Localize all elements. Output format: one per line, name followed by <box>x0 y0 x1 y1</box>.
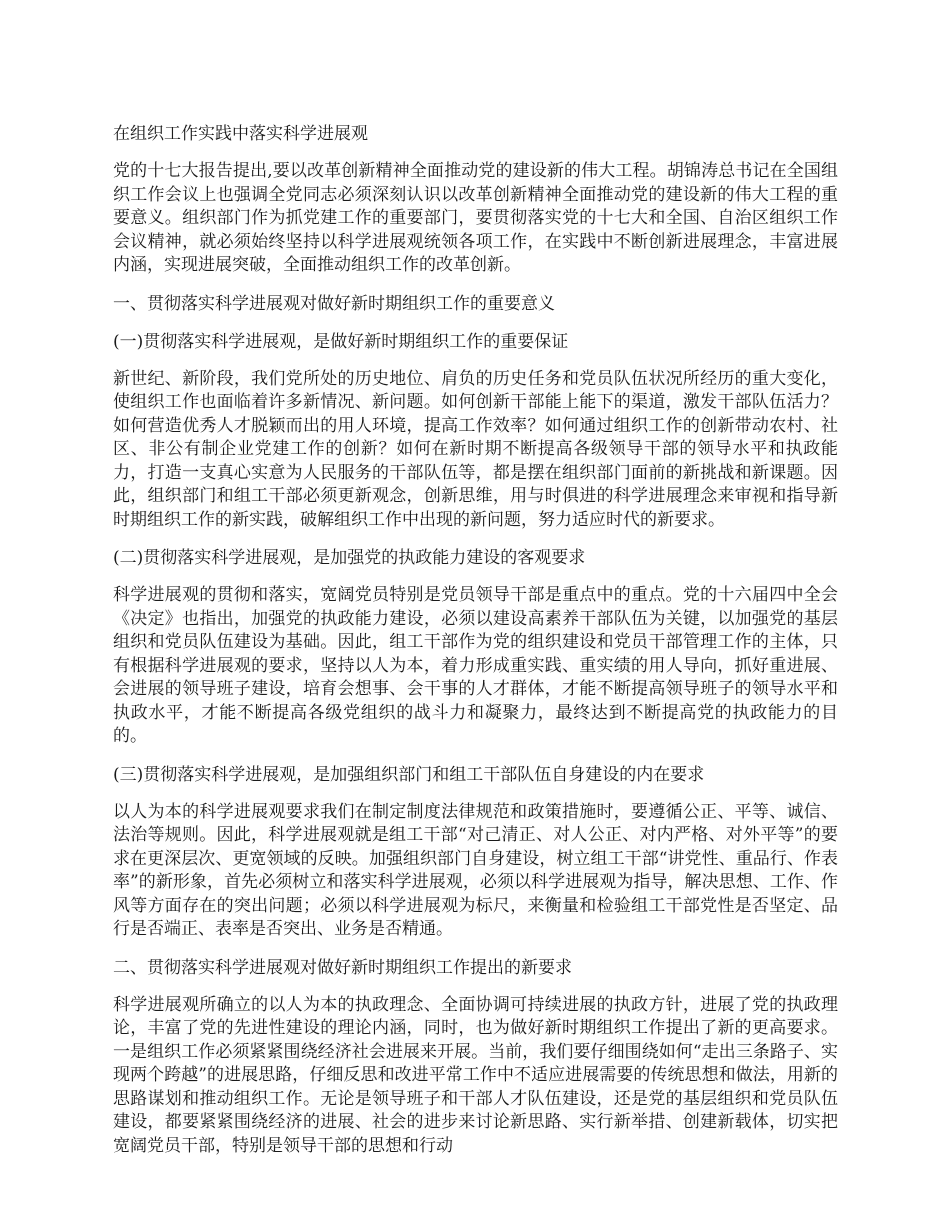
subsection-3-paragraph: 以人为本的科学进展观要求我们在制定制度法律规范和政策措施时，要遵循公正、平等、诚信、法治等规则。因此，科学进展观就是组工干部“对己清正、对人公正、对内严格、对外平等”的要求在更深层次、更宽领域的反映。加强组织部门自身建设，树立组工干部“讲党性、重品行、作表率”的新形象，首先必须树立和落实科学进展观，必须以科学进展观为指导，解决思想、工作、作风等方面存在的突出问题；必须以科学进展观为标尺，来衡量和检验组工干部党性是否坚定、品行是否端正、表率是否突出、业务是否精通。 <box>113 801 838 939</box>
intro-paragraph: 党的十七大报告提出,要以改革创新精神全面推动党的建设新的伟大工程。胡锦涛总书记在全国组织工作会议上也强调全党同志必须深刻认识以改革创新精神全面推动党的建设新的伟大工程的重要意义。组织部门作为抓党建工作的重要部门，要贯彻落实党的十七大和全国、自治区组织工作会议精神，就必须始终坚持以科学进展观统领各项工作，在实践中不断创新进展理念，丰富进展内涵，实现进展突破，全面推动组织工作的改革创新。 <box>113 161 838 275</box>
document-title: 在组织工作实践中落实科学进展观 <box>113 124 368 144</box>
subsection-2-heading: (二)贯彻落实科学进展观，是加强党的执政能力建设的客观要求 <box>113 548 586 568</box>
subsection-2-paragraph: 科学进展观的贯彻和落实，宽阔党员特别是党员领导干部是重点中的重点。党的十六届四中全会《决定》也指出，加强党的执政能力建设，必须以建设高素养干部队伍为关键，以加强党的基层组织和党员队伍建设为基础。因此，组工干部作为党的组织建设和党员干部管理工作的主体，只有根据科学进展观的要求，坚持以人为本，着力形成重实践、重实绩的用人导向，抓好重进展、会进展的领导班子建设，培育会想事、会干事的人才群体，才能不断提高领导班子的领导水平和执政水平，才能不断提高各级党组织的战斗力和凝聚力，最终达到不断提高党的执政能力的目的。 <box>113 585 838 746</box>
subsection-3-heading: (三)贯彻落实科学进展观，是加强组织部门和组工干部队伍自身建设的内在要求 <box>113 764 705 785</box>
document-page <box>113 122 838 1172</box>
subsection-1-paragraph: 新世纪、新阶段，我们党所处的历史地位、肩负的历史任务和党员队伍状况所经历的重大变化，使组织工作也面临着许多新情况、新问题。如何创新干部能上能下的渠道，激发干部队伍活力？如何营造优秀人才脱颖而出的用人环境，提高工作效率？如何通过组织工作的创新带动农村、社区、非公有制企业党建工作的创新？如何在新时期不断提高各级领导干部的领导水平和执政能力，打造一支真心实意为人民服务的干部队伍等，都是摆在组织部门面前的新挑战和新课题。因此，组织部门和组工干部必须更新观念，创新思维，用与时俱进的科学进展理念来审视和指导新时期组织工作的新实践，破解组织工作中出现的新问题，努力适应时代的新要求。 <box>113 368 838 530</box>
section-2-paragraph: 科学进展观所确立的以人为本的执政理念、全面协调可持续进展的执政方针，进展了党的执政理论，丰富了党的先进性建设的理论内涵，同时，也为做好新时期组织工作提出了新的更高要求。一是组织工作必须紧紧围绕经济社会进展来开展。当前，我们要仔细围绕如何“走出三条路子、实现两个跨越”的进展思路，仔细反思和改进平常工作中不适应进展需要的传统思想和做法，用新的思路谋划和推动组织工作。无论是领导班子和干部人才队伍建设，还是党的基层组织和党员队伍建设，都要紧紧围绕经济的进展、社会的进步来讨论新思路、实行新举措、创建新载体，切实把宽阔党员干部，特别是领导干部的思想和行动 <box>113 994 838 1156</box>
section-1-heading: 一、贯彻落实科学进展观对做好新时期组织工作的重要意义 <box>113 293 555 314</box>
section-2-heading: 二、贯彻落实科学进展观对做好新时期组织工作提出的新要求 <box>113 957 572 978</box>
subsection-1-heading: (一)贯彻落实科学进展观，是做好新时期组织工作的重要保证 <box>113 331 569 352</box>
